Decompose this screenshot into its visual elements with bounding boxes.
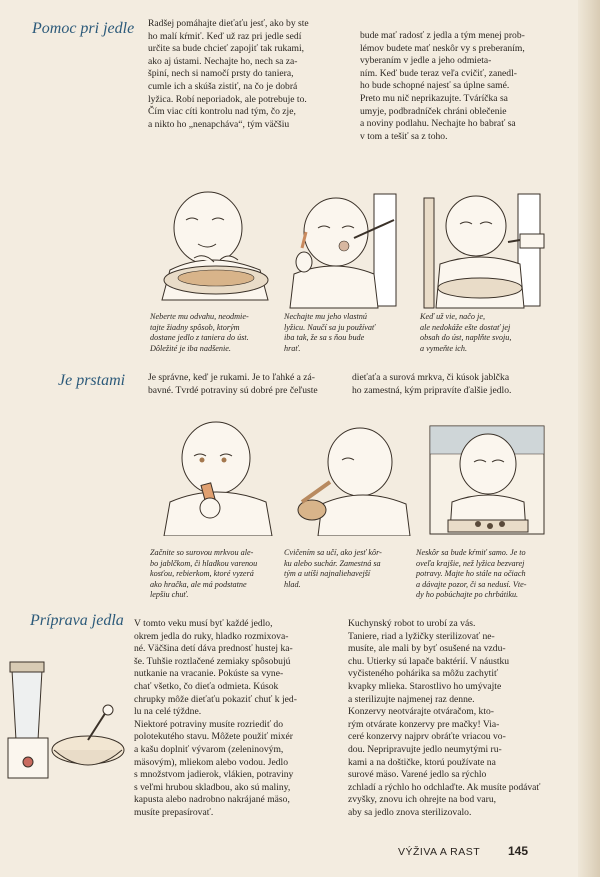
- illustration-parent-swapping-spoon: [420, 188, 548, 310]
- caption-pomoc-2: Nechajte mu jeho vlastnú lyžicu. Naučí sa ju používať iba tak, že sa s ňou bude hrať.: [284, 312, 375, 353]
- caption-prstami-2: Cvičením sa učí, ako jesť kôr- ku alebo suchár. Zamestná sa tým a utíši najnaliehavejší hlad.: [284, 548, 382, 589]
- prstami-text-col2: dieťaťa a surová mrkva, či kúsok jablčka ho zamestná, kým pripravíte ďalšie jedlo.: [352, 372, 512, 396]
- illustration-baby-carrot: [150, 412, 290, 536]
- caption-prstami-1: Začnite so surovou mrkvou ale- bo jablčkom, či hladkou varenou kosťou, rebierkom, ktoré vyzerá ako hračka, ale má podstatne lepšiu chuť.: [150, 548, 258, 600]
- priprava-text-col2: Kuchynský robot to urobí za vás. Taniere, riad a lyžičky sterilizovať ne- musíte, ale mali by byť osušené na vzdu- chu. Utierky sú lapače baktérií. V náustku vyčisteného pohárika sa môžu zachytiť kvapky mlieka. Starostlivo ho umývajte a sterilizujte najmenej raz denne. Konzervy neotvárajte otváračom, kto- rým otvárate konzervy pre mačky! Via- ceré konzervy najprv obráťte vriacou vo- dou. Nepripravujte jedlo neumytými ru- kami a na doštičke, ktorú používate na surové mäso. Varené jedlo sa rýchlo zchladí a rýchlo ho odchlaďte. Ak musíte podávať zvyšky, znovu ich ohrejte na bod varu, aby sa jedlo znova sterilizovalo.: [348, 618, 541, 818]
- caption-pomoc-3: Keď už vie, načo je, ale nedokáže ešte dostať jej obsah do úst, naplňte svoju, a vymeňte ich.: [420, 312, 512, 353]
- pomoc-text-col2: bude mať radosť z jedla a tým menej prob- lémov budete mať neskôr vy s preberaním, vyberaním v jedle a jeho odmieta- ním. Keď bude teraz veľa cvičiť, zanedl- ho bude schopné najesť sa úplne samé. Preto mu nič neprikazujte. Tváríčka sa umyje, podbradníček chráni oblečenie a noviny podlahu. Nechajte ho babrať sa v tom a tešiť sa z toho.: [360, 30, 525, 142]
- footer-section-title: VÝŽIVA A RAST: [398, 846, 481, 858]
- illustration-baby-with-spoon: [284, 188, 406, 310]
- page-number: 145: [508, 844, 529, 858]
- illustration-baby-hands-in-plate: [150, 180, 278, 310]
- illustration-baby-biscuit: [292, 418, 416, 536]
- illustration-blender-and-food-mill: [4, 650, 132, 790]
- heading-pomoc-pri-jedle: Pomoc pri jedle: [32, 20, 135, 37]
- prstami-text-col1: Je správne, keď je rukami. Je to ľahké a zá- bavné. Tvrdé potraviny sú dobré pre čeľuste: [148, 372, 318, 396]
- caption-pomoc-1: Neberte mu odvahu, neodmie- tajte žiadny spôsob, ktorým dostane jedlo z taniera do úst. Dôležité je iba nadšenie.: [150, 312, 249, 353]
- heading-je-prstami: Je prstami: [58, 372, 126, 389]
- priprava-text-col1: V tomto veku musí byť každé jedlo, okrem jedla do ruky, hladko rozmixova- né. Väčšina detí dáva prednosť hustej ka- še. Tuhšie roztlačené zemiaky spôsobujú nutkanie na vracanie. Pokúste sa vyne- chať všetko, čo dieťa odmieta. Kúsok chrupky môže dieťaťu pokaziť chuť k jed- lu na celé týždne. Niektoré potraviny musíte rozriediť do polotekutého stavu. Môžete použiť mixér a kašu doplniť vývarom (zeleninovým, mäsovým), mliekom alebo vodou. Jedlo s množstvom jadierok, vlákien, potraviny s veľmi hrubou skladbou, ako sú maliny, kapusta alebo nadrobno nakrájané mäso, musíte prepasírovať.: [134, 618, 297, 818]
- heading-priprava-jedla: Príprava jedla: [30, 612, 124, 629]
- page-edge-shadow: [578, 0, 600, 877]
- caption-prstami-3: Neskôr sa bude kŕmiť samo. Je to oveľa krajšie, než lyžica bezvarej potravy. Majte ho stále na očiach a dávajte pozor, či sa nedusí. Vte- dy ho pobúchajte po chrbátiku.: [416, 548, 527, 600]
- illustration-baby-self-feeding: [428, 424, 546, 536]
- pomoc-text-col1: Radšej pomáhajte dieťaťu jesť, ako by ste ho malí kŕmiť. Keď už raz pri jedle sedí určite sa bude chcieť zapojiť tak rukami, ako aj ústami. Nechajte ho, nech sa za- špiní, nech si namočí prsty do taniera, cumle ich a skúša zistiť, na čo je dobrá lyžica. Robí neporiadok, ale potrebuje to. Čím viac cíti kontrolu nad tým, čo zje, a nikto ho „nenapcháva“, tým väčšiu: [148, 18, 309, 130]
